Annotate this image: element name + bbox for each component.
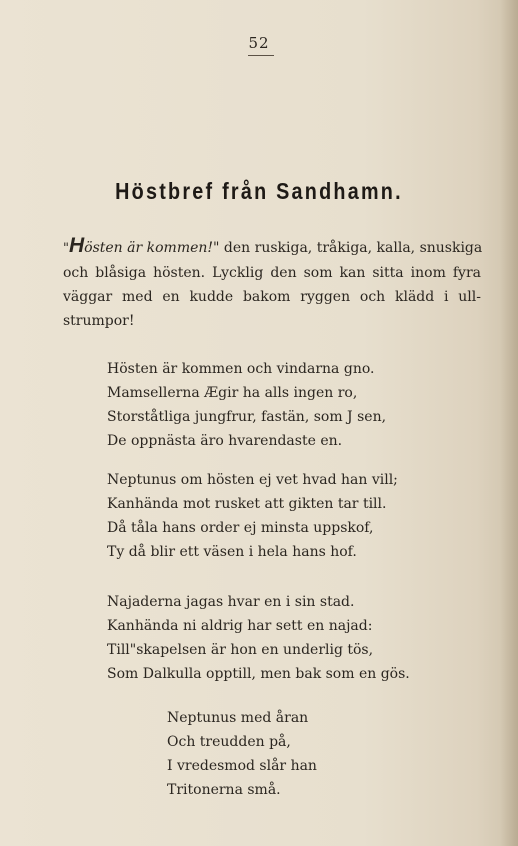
open-quote: "	[63, 241, 69, 256]
verse-line: Som Dalkulla opptill, men bak som en gös.	[107, 666, 410, 682]
stanza-4	[167, 706, 317, 802]
intro-line-1	[63, 236, 481, 261]
intro-line-2: och blåsiga hösten. Lycklig den som kan sitta inom fyra	[63, 265, 481, 281]
intro-paragraph	[63, 236, 481, 333]
page-number: 52	[248, 34, 270, 52]
verse-line: Neptunus om hösten ej vet hvad han vill;	[107, 472, 398, 488]
verse-line: Kanhända ni aldrig har sett en najad:	[107, 618, 373, 634]
stanza-1	[107, 357, 386, 453]
verse-line: Ty då blir ett väsen i hela hans hof.	[107, 544, 357, 560]
verse-line: Hösten är kommen och vindarna gno.	[107, 361, 375, 377]
verse-line: Najaderna jagas hvar en i sin stad.	[107, 594, 355, 610]
stanza-2	[107, 468, 398, 564]
verse-line: De oppnästa äro hvarendaste en.	[107, 433, 343, 449]
verse-line: Mamsellerna Ægir ha alls ingen ro,	[107, 385, 358, 401]
intro-quote: östen är kommen!"	[84, 240, 220, 256]
page-gutter-shadow	[500, 0, 518, 846]
verse-line: Storståtliga jungfrur, fastän, som J sen,	[107, 409, 387, 425]
page-title: Höstbref från Sandhamn.	[115, 178, 403, 204]
verse-line: Och treudden på,	[167, 734, 291, 750]
intro-line-3: väggar med en kudde bakom ryggen och klädd i ull-	[63, 289, 481, 305]
verse-line: Till"skapelsen är hon en underlig tös,	[107, 642, 374, 658]
intro-line-4: strumpor!	[63, 313, 135, 329]
verse-line: Kanhända mot rusket att gikten tar till.	[107, 496, 387, 512]
verse-line: Då tåla hans order ej minsta uppskof,	[107, 520, 374, 536]
drop-cap: H	[68, 234, 85, 257]
stanza-3	[107, 590, 410, 686]
verse-line: I vredesmod slår han	[167, 758, 317, 774]
verse-line: Tritonerna små.	[167, 782, 281, 798]
intro-line-1-rest: den ruskiga, tråkiga, kalla, snuskiga	[223, 240, 483, 256]
verse-line: Neptunus med åran	[167, 710, 309, 726]
page-number-rule	[248, 55, 274, 56]
